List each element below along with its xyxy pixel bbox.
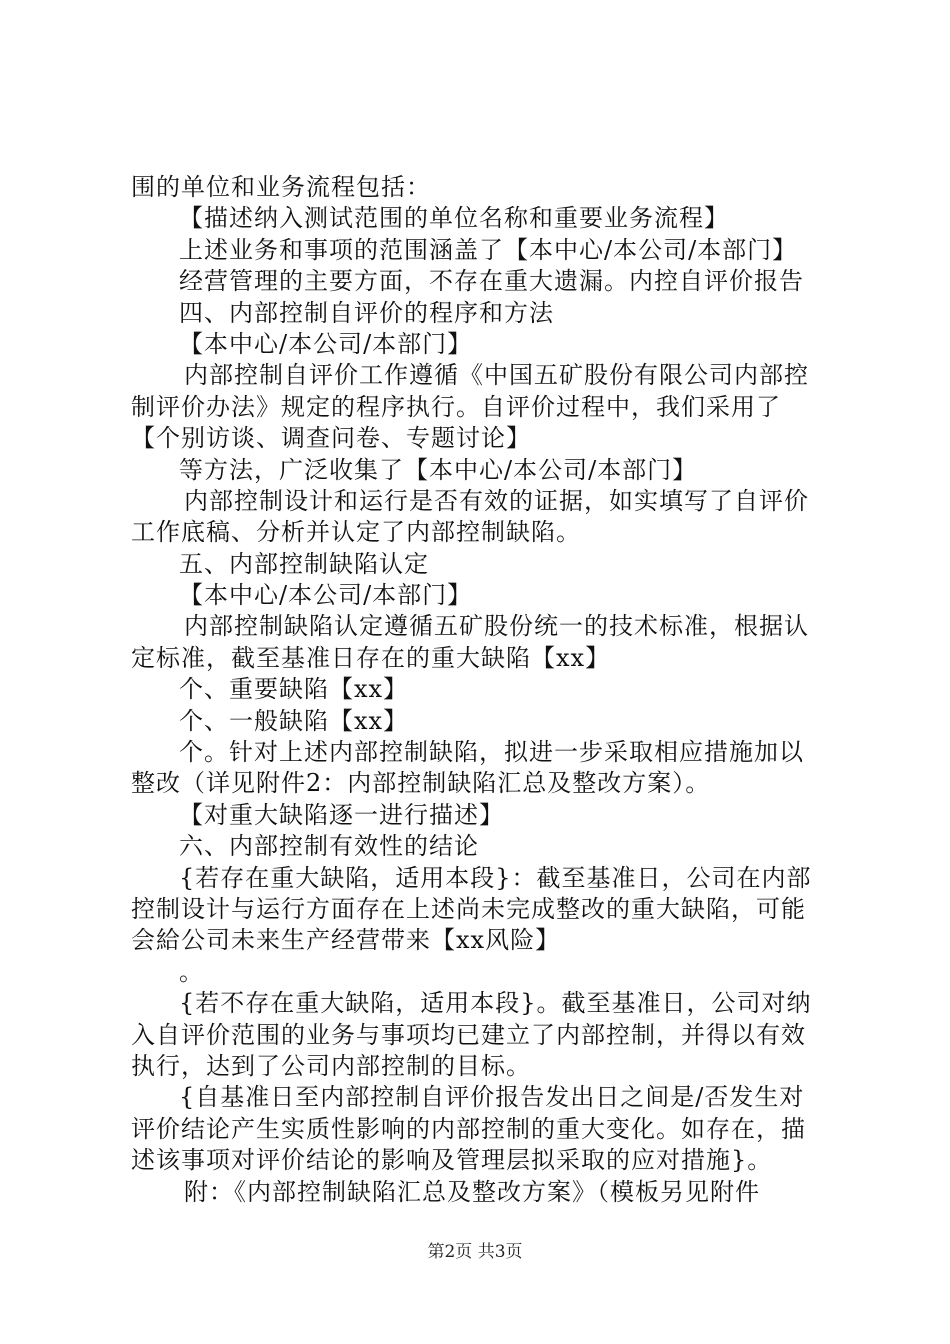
- text-line: 等方法，广泛收集了【本中心/本公司/本部门】: [179, 455, 698, 484]
- text-line: {若不存在重大缺陷，适用本段}。截至基准日，公司对纳: [179, 989, 812, 1018]
- text-line: 工作底稿、分析并认定了内部控制缺陷。: [131, 518, 581, 547]
- text-line: 评价结论产生实质性影响的内部控制的重大变化。如存在，描: [131, 1114, 806, 1143]
- text-line: 定标准，截至基准日存在的重大缺陷【xx】: [131, 643, 611, 672]
- section-heading: 六、内部控制有效性的结论: [179, 832, 479, 861]
- text-line: 个。针对上述内部控制缺陷，拟进一步采取相应措施加以: [179, 738, 804, 767]
- text-line: {自基准日至内部控制自评价报告发出日之间是/否发生对: [179, 1083, 805, 1112]
- text-line: 。: [179, 957, 204, 986]
- text-line: 上述业务和事项的范围涵盖了【本中心/本公司/本部门】: [179, 235, 798, 264]
- text-line: 执行，达到了公司内部控制的目标。: [131, 1051, 531, 1080]
- text-line: 内部控制设计和运行是否有效的证据，如实填写了自评价: [184, 486, 809, 515]
- page-number: 第2页 共3页: [427, 1242, 523, 1262]
- text-line: 【本中心/本公司/本部门】: [179, 581, 473, 610]
- text-line: 【描述纳入测试范围的单位名称和重要业务流程】: [179, 204, 729, 233]
- section-heading: 四、内部控制自评价的程序和方法: [179, 298, 554, 327]
- document-body: [131, 172, 831, 1208]
- text-line: 内部控制缺陷认定遵循五矿股份统一的技术标准，根据认: [184, 612, 809, 641]
- text-line: 附：《内部控制缺陷汇总及整改方案》（模板另见附件: [184, 1177, 760, 1206]
- text-line: 经营管理的主要方面，不存在重大遗漏。内控自评价报告: [179, 267, 804, 296]
- text-line: 个、一般缺陷【xx】: [179, 706, 409, 735]
- text-line: 围的单位和业务流程包括：: [131, 173, 431, 201]
- text-line: 入自评价范围的业务与事项均已建立了内部控制，并得以有效: [131, 1020, 806, 1049]
- text-line: 内部控制自评价工作遵循《中国五矿股份有限公司内部控: [184, 361, 809, 390]
- text-line: {若存在重大缺陷，适用本段}：截至基准日，公司在内部: [179, 863, 812, 892]
- section-heading: 五、内部控制缺陷认定: [179, 549, 429, 578]
- text-line: 会給公司未来生产经营带来【xx风险】: [131, 926, 561, 955]
- text-line: 【个别访谈、调查问卷、专题讨论】: [131, 424, 531, 453]
- text-line: 制评价办法》规定的程序执行。自评价过程中，我们采用了: [131, 392, 781, 421]
- text-line: 控制设计与运行方面存在上述尚未完成整改的重大缺陷，可能: [131, 894, 806, 923]
- text-line: 【对重大缺陷逐一进行描述】: [179, 800, 504, 829]
- page-footer: [0, 1241, 950, 1263]
- text-line: 个、重要缺陷【xx】: [179, 675, 409, 704]
- text-line: 述该事项对评价结论的影响及管理层拟采取的应对措施}。: [131, 1146, 773, 1175]
- text-line: 【本中心/本公司/本部门】: [179, 329, 473, 358]
- text-line: 整改（详见附件2：内部控制缺陷汇总及整改方案）。: [131, 769, 711, 798]
